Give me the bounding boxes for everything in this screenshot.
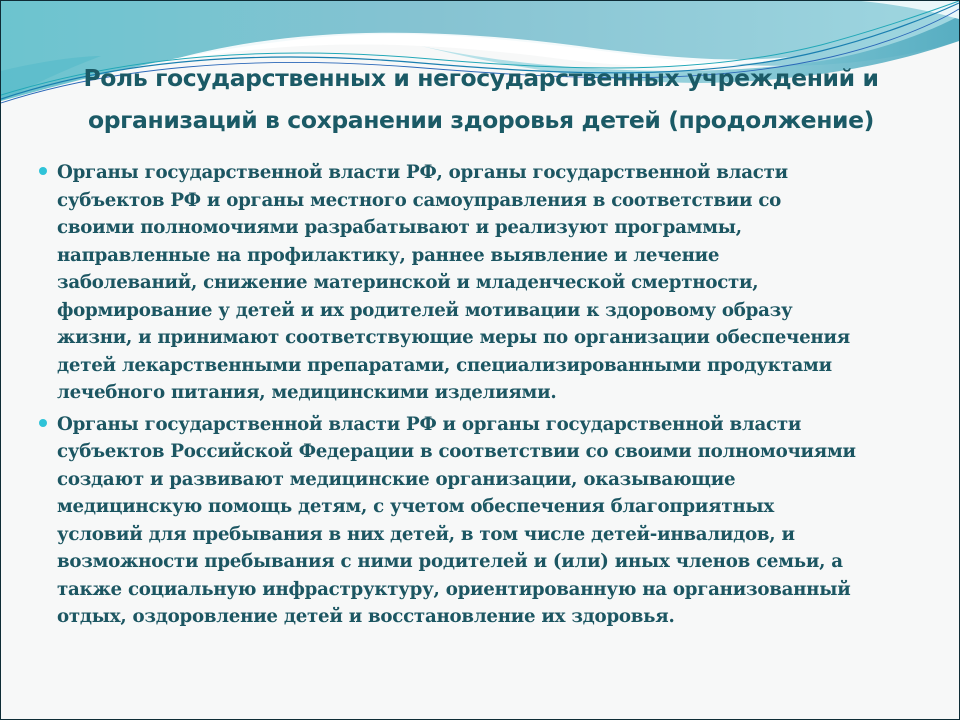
bullet-text-line: создают и развивают медицинские организации, оказывающие [57,468,736,490]
bullet-text-line: отдых, оздоровление детей и восстановление их здоровья. [57,606,675,627]
bullet-dot-icon [39,419,47,427]
bullet-text-line: также социальную инфраструктуру, ориентированную на организованный [57,578,851,600]
bullet-list [37,159,937,631]
bullet-item-1 [37,159,937,407]
bullet-text-line: условий для пребывания в них детей, в том числе детей-инвалидов, и [57,523,795,545]
bullet-text-line: возможности пребывания с ними родителей и (или) иных членов семьи, а [57,551,843,572]
bullet-text-line: субъектов РФ и органы местного самоуправления в соответствии со [57,189,782,211]
slide-title [41,57,921,141]
bullet-text-line: медицинскую помощь детям, с учетом обеспечения благоприятных [57,496,774,517]
title-line-2: организаций в сохранении здоровья детей (продолжение) [88,106,874,134]
bullet-text-line: лечебного питания, медицинскими изделиями. [57,382,557,403]
bullet-text-line: формирование у детей и их родителей мотивации к здоровому образу [57,299,793,321]
bullet-text-line: заболеваний, снижение материнской и младенческой смертности, [57,272,759,293]
title-line-1: Роль государственных и негосударственных учреждений и [83,64,879,92]
bullet-text-line: Органы государственной власти РФ и органы государственной власти [57,413,802,435]
bullet-text-line: своими полномочиями разрабатывают и реализуют программы, [57,217,742,238]
bullet-text-line: субъектов Российской Федерации в соответствии со своими полномочиями [57,441,856,462]
bullet-dot-icon [39,167,47,175]
bullet-text-line: детей лекарственными препаратами, специализированными продуктами [57,354,832,376]
bullet-text-line: жизни, и принимают соответствующие меры по организации обеспечения [57,327,850,348]
bullet-text-line: направленные на профилактику, раннее выявление и лечение [57,244,720,266]
bullet-text-line: Органы государственной власти РФ, органы государственной власти [57,162,788,183]
bullet-item-2 [37,411,937,631]
